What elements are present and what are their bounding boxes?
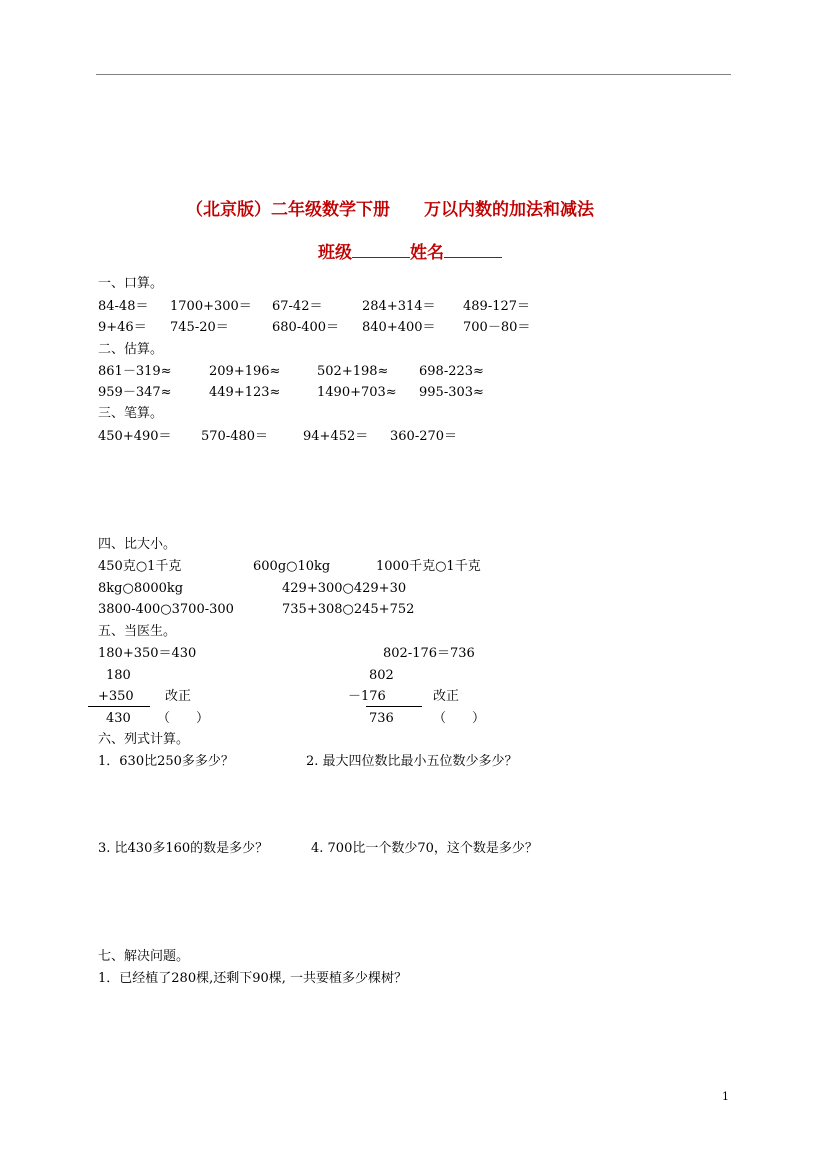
oral-item: 700－80＝	[463, 320, 531, 335]
class-label: 班级	[318, 243, 352, 263]
written-item: 360-270＝	[390, 429, 458, 444]
doctor-left-paren: （ ）	[157, 711, 210, 726]
estimate-item: 449+123≈	[209, 385, 281, 400]
oral-item: 84-48＝	[98, 299, 149, 314]
section-heading-word-equations: 六、列式计算。	[98, 732, 190, 747]
problem-item: 1．630比250多多少？	[98, 754, 234, 769]
problem-item: 3. 比430多160的数是多少？	[98, 841, 269, 856]
doctor-right-result: 736	[369, 711, 394, 726]
estimate-item: 861－319≈	[98, 364, 172, 379]
compare-item: 600g○10kg	[253, 559, 331, 574]
compare-item: 1000千克○1千克	[376, 559, 481, 574]
compare-item: 3800-400○3700-300	[98, 602, 234, 617]
name-blank[interactable]	[444, 243, 502, 258]
section-heading-solve: 七、解决问题。	[98, 949, 190, 964]
doctor-right-top: 802	[369, 668, 394, 683]
solve-item: 1．已经植了280棵,还剩下90棵, 一共要植多少棵树？	[98, 971, 408, 986]
page-title: （北京版）二年级数学下册 万以内数的加法和减法	[186, 200, 594, 220]
header-rule	[96, 74, 731, 75]
compare-item: 450克○1千克	[98, 559, 182, 574]
doctor-right-paren: （ ）	[433, 711, 486, 726]
doctor-right-rule	[366, 706, 422, 707]
oral-item: 840+400＝	[362, 320, 436, 335]
problem-item: 2. 最大四位数比最小五位数少多少？	[306, 754, 518, 769]
doctor-left-top: 180	[106, 668, 131, 683]
doctor-left-rule	[88, 706, 150, 707]
estimate-item: 959－347≈	[98, 385, 172, 400]
oral-item: 67-42＝	[272, 299, 323, 314]
compare-item: 735+308○245+752	[282, 602, 415, 617]
doctor-left-fix: 改正	[165, 689, 192, 704]
class-blank[interactable]	[352, 243, 410, 258]
section-heading-compare: 四、比大小。	[98, 537, 177, 552]
section-heading-doctor: 五、当医生。	[98, 624, 177, 639]
oral-item: 1700+300＝	[170, 299, 252, 314]
doctor-left-result: 430	[106, 711, 131, 726]
doctor-right-middle: －176	[348, 689, 386, 704]
student-info-line	[318, 242, 502, 264]
page-number: 1	[722, 1090, 729, 1103]
compare-item: 8kg○8000kg	[98, 581, 184, 596]
problem-item: 4. 700比一个数少70，这个数是多少？	[311, 841, 538, 856]
section-heading-estimate: 二、估算。	[98, 342, 164, 357]
section-heading-oral: 一、口算。	[98, 276, 164, 291]
doctor-left-equation: 180+350＝430	[98, 646, 197, 661]
doctor-left-middle: +350	[98, 689, 134, 704]
estimate-item: 1490+703≈	[317, 385, 397, 400]
oral-item: 489-127＝	[463, 299, 531, 314]
written-item: 450+490＝	[98, 429, 172, 444]
section-heading-written: 三、笔算。	[98, 406, 164, 421]
oral-item: 284+314＝	[362, 299, 436, 314]
doctor-right-equation: 802-176＝736	[383, 646, 475, 661]
doctor-right-fix: 改正	[433, 689, 460, 704]
oral-item: 745-20＝	[170, 320, 229, 335]
oral-item: 9+46＝	[98, 320, 147, 335]
oral-item: 680-400＝	[272, 320, 340, 335]
written-item: 570-480＝	[201, 429, 269, 444]
estimate-item: 698-223≈	[419, 364, 484, 379]
estimate-item: 502+198≈	[317, 364, 389, 379]
estimate-item: 209+196≈	[209, 364, 281, 379]
estimate-item: 995-303≈	[419, 385, 484, 400]
written-item: 94+452＝	[303, 429, 369, 444]
name-label: 姓名	[410, 243, 444, 263]
compare-item: 429+300○429+30	[282, 581, 407, 596]
